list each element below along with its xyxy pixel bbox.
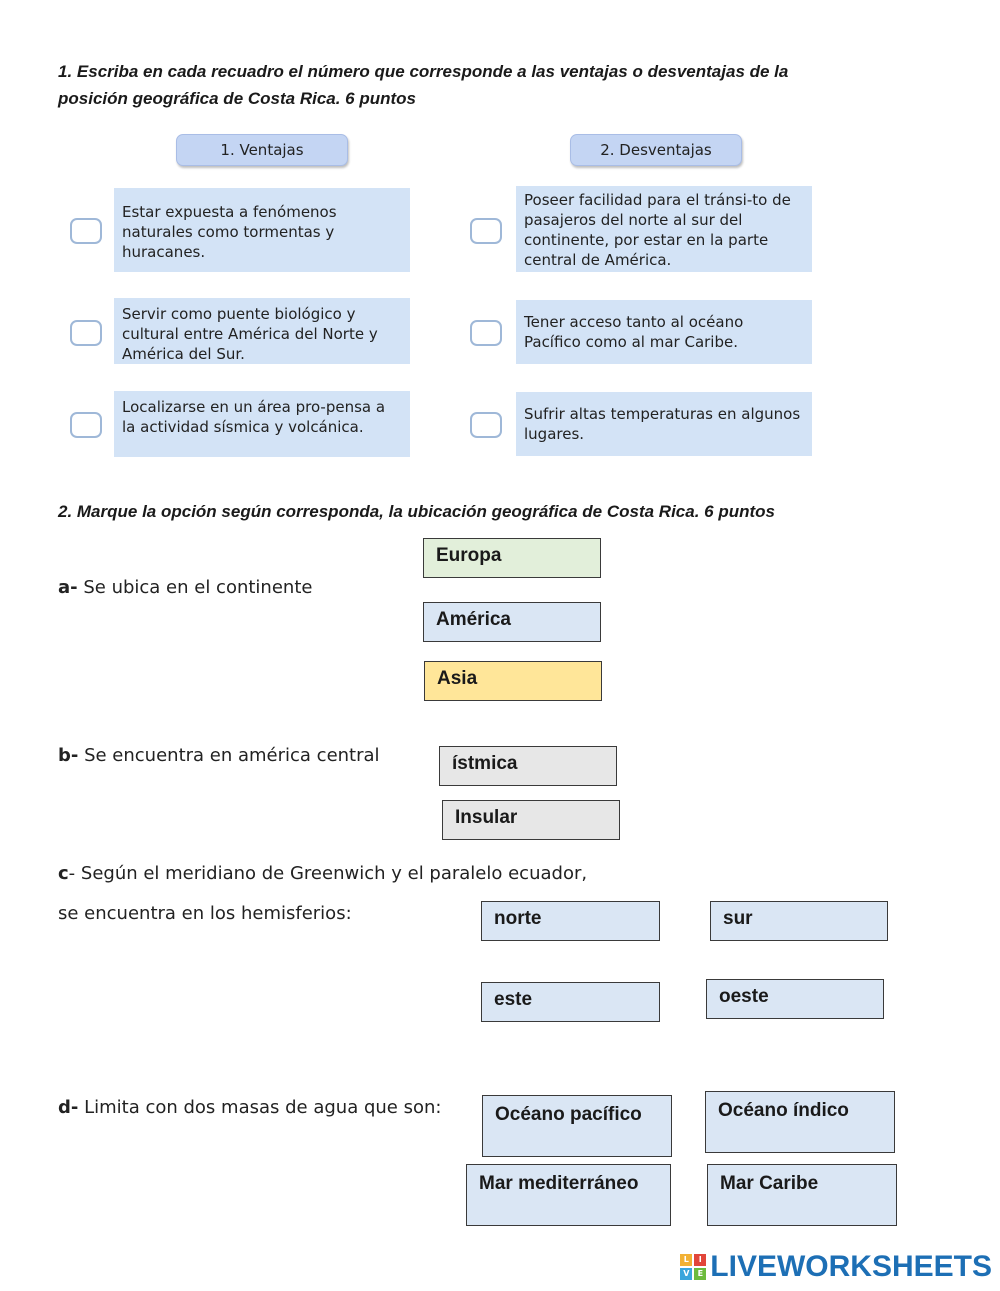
question-c [58, 863, 587, 884]
ventajas-header: 1. Ventajas [176, 134, 348, 166]
section1-title-line1: 1. Escriba en cada recuadro el número que corresponde a las ventajas o desventajas de la [58, 62, 789, 81]
logo-text: LIVEWORKSHEETS [710, 1250, 992, 1283]
answer-box-left-1[interactable] [70, 218, 102, 244]
answer-box-right-1[interactable] [470, 218, 502, 244]
question-a-letter: a- [58, 577, 78, 598]
question-a [58, 577, 312, 598]
question-c-line2: se encuentra en los hemisferios: [58, 903, 352, 924]
logo-letter-l: L [680, 1254, 692, 1266]
answer-box-left-2[interactable] [70, 320, 102, 346]
question-a-text: Se ubica en el continente [77, 577, 313, 598]
logo-letter-v: V [680, 1268, 692, 1280]
option-mar-caribe[interactable]: Mar Caribe [707, 1164, 897, 1226]
liveworksheets-logo [680, 1250, 992, 1284]
answer-box-left-3[interactable] [70, 412, 102, 438]
logo-letter-e: E [694, 1268, 706, 1280]
option-mar-mediterraneo[interactable]: Mar mediterráneo [466, 1164, 671, 1226]
option-sur[interactable]: sur [710, 901, 888, 941]
option-norte[interactable]: norte [481, 901, 660, 941]
question-d-text: Limita con dos masas de agua que son: [78, 1097, 442, 1118]
option-oceano-pacifico[interactable]: Océano pacífico [482, 1095, 672, 1157]
option-oeste[interactable]: oeste [706, 979, 884, 1019]
option-oceano-indico[interactable]: Océano índico [705, 1091, 895, 1153]
logo-grid-icon [680, 1254, 706, 1280]
option-istmica[interactable]: ístmica [439, 746, 617, 786]
section2-title: 2. Marque la opción según corresponda, la ubicación geográfica de Costa Rica. 6 puntos [58, 502, 775, 521]
question-c-letter: c [58, 863, 69, 884]
option-america[interactable]: América [423, 602, 601, 642]
option-europa[interactable]: Europa [423, 538, 601, 578]
answer-box-right-2[interactable] [470, 320, 502, 346]
ventaja-card-1: Estar expuesta a fenómenos naturales como tormentas y huracanes. [114, 188, 410, 272]
ventaja-card-3: Localizarse en un área pro-pensa a la actividad sísmica y volcánica. [114, 391, 410, 457]
option-este[interactable]: este [481, 982, 660, 1022]
answer-box-right-3[interactable] [470, 412, 502, 438]
desventaja-card-2: Tener acceso tanto al océano Pacífico como al mar Caribe. [516, 300, 812, 364]
desventajas-header: 2. Desventajas [570, 134, 742, 166]
question-d [58, 1097, 441, 1118]
question-d-letter: d- [58, 1097, 79, 1118]
section1-title-line2: posición geográfica de Costa Rica. 6 puntos [58, 89, 417, 108]
desventaja-card-3: Sufrir altas temperaturas en algunos lugares. [516, 392, 812, 456]
question-b-letter: b- [58, 745, 79, 766]
ventaja-card-2: Servir como puente biológico y cultural entre América del Norte y América del Sur. [114, 298, 410, 364]
desventaja-card-1: Poseer facilidad para el tránsi-to de pasajeros del norte al sur del continente, por estar en la parte central de América. [516, 186, 812, 272]
option-asia[interactable]: Asia [424, 661, 602, 701]
logo-letter-i: I [694, 1254, 706, 1266]
option-insular[interactable]: Insular [442, 800, 620, 840]
question-b [58, 745, 380, 766]
question-c-text-line1: - Según el meridiano de Greenwich y el paralelo ecuador, [68, 863, 588, 884]
question-b-text: Se encuentra en américa central [78, 745, 380, 766]
section1-title [58, 58, 958, 112]
